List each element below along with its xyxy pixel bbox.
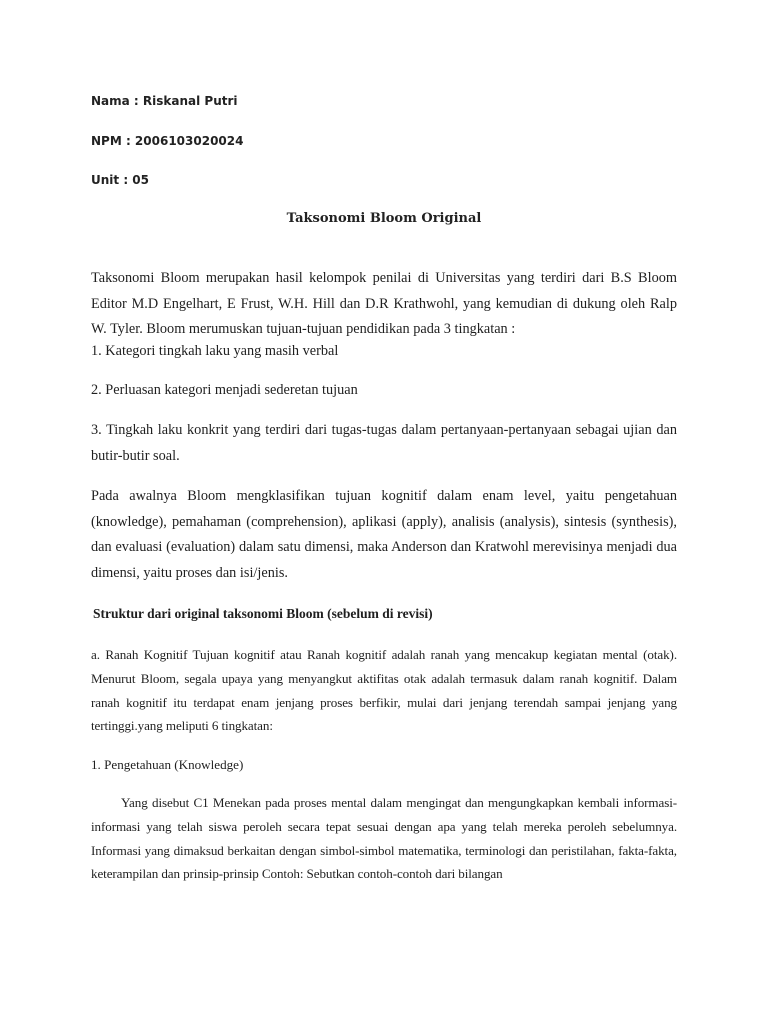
- student-name: Nama : Riskanal Putri: [91, 94, 238, 108]
- pengetahuan-paragraph: Yang disebut C1 Menekan pada proses mental dalam mengingat dan mengungkapkan kembali informasi-informasi yang telah siswa peroleh secara tepat sesuai dengan apa yang telah mereka peroleh sebelumnya. Informasi yang dimaksud berkaitan dengan simbol-simbol matematika, terminologi dan peristilahan, fakta-fakta, keterampilan dan prinsip-prinsip Contoh: Sebutkan contoh-contoh dari bilangan: [91, 795, 677, 882]
- classification-paragraph: Pada awalnya Bloom mengklasifikan tujuan kognitif dalam enam level, yaitu pengetahuan (knowledge), pemahaman (comprehension), aplikasi (apply), analisis (analysis), sintesis (synthesis), dan evaluasi (evaluation) dalam satu dimensi, maka Anderson dan Kratwohl merevisinya menjadi dua dimensi, yaitu proses dan isi/jenis.: [91, 488, 677, 581]
- level-item-1: 1. Kategori tingkah laku yang masih verbal: [91, 343, 339, 359]
- level-item-2: 2. Perluasan kategori menjadi sederetan tujuan: [91, 382, 358, 398]
- student-npm: NPM : 2006103020024: [91, 134, 244, 148]
- ranah-kognitif-paragraph: a. Ranah Kognitif Tujuan kognitif atau Ranah kognitif adalah ranah yang mencakup kegiatan mental (otak). Menurut Bloom, segala upaya yang menyangkut aktifitas otak adalah termasuk dalam ranah kognitif. Dalam ranah kognitif itu terdapat enam jenjang proses berfikir, mulai dari jenjang terendah sampai jenjang yang tertinggi.yang meliputi 6 tingkatan:: [91, 647, 677, 734]
- document-title: Taksonomi Bloom Original: [286, 211, 482, 226]
- level-item-3: 3. Tingkah laku konkrit yang terdiri dari tugas-tugas dalam pertanyaan-pertanyaan sebagai ujian dan butir-butir soal.: [91, 422, 677, 464]
- section-subheading: Struktur dari original taksonomi Bloom (sebelum di revisi): [93, 606, 433, 621]
- student-unit: Unit : 05: [91, 173, 149, 187]
- intro-paragraph: Taksonomi Bloom merupakan hasil kelompok penilai di Universitas yang terdiri dari B.S Bloom Editor M.D Engelhart, E Frust, W.H. Hill dan D.R Krathwohl, yang kemudian di dukung oleh Ralp W. Tyler. Bloom merumuskan tujuan-tujuan pendidikan pada 3 tingkatan :: [91, 270, 677, 337]
- pengetahuan-heading: 1. Pengetahuan (Knowledge): [91, 757, 244, 772]
